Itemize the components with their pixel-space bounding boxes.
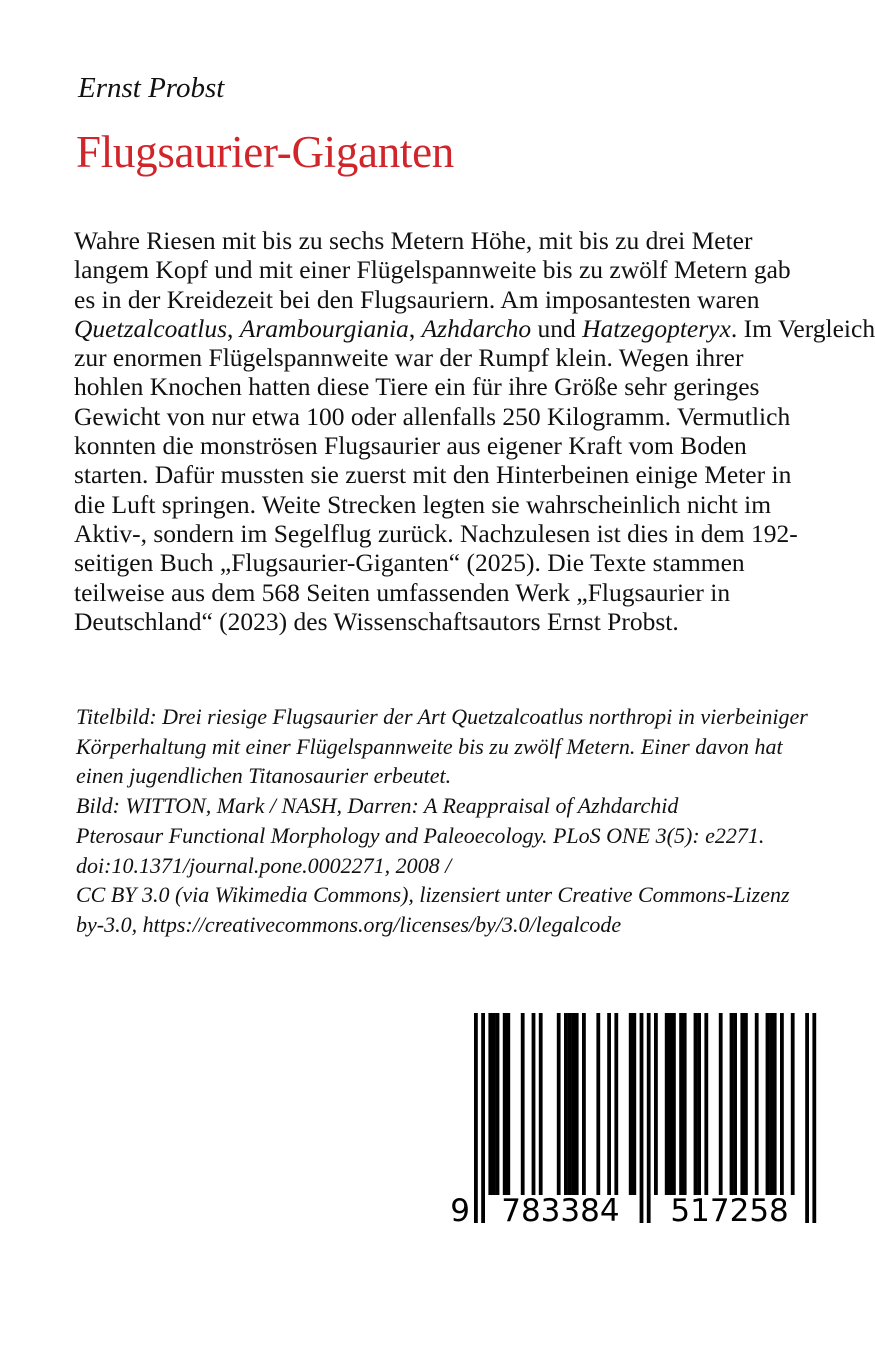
author-name: Ernst Probst	[78, 72, 225, 104]
blurb-line	[74, 255, 875, 284]
text-segment: seitigen Buch „Flugsaurier-Giganten“ (2025). Die Texte stammen	[74, 548, 745, 578]
barcode-bar	[532, 1013, 536, 1195]
blurb-line	[74, 460, 875, 489]
barcode-digits: 9	[450, 1193, 470, 1229]
barcode-bar	[496, 1013, 500, 1195]
text-segment: Deutschland“ (2023) des Wissenschaftsautors Ernst Probst.	[74, 606, 679, 636]
barcode-bar	[683, 1013, 687, 1195]
barcode-bar	[780, 1013, 784, 1195]
text-segment: teilweise aus dem 568 Seiten umfassenden Werk „Flugsaurier in	[74, 577, 731, 607]
barcode-bar	[506, 1013, 510, 1195]
blurb-line	[74, 402, 875, 431]
barcode-bar	[654, 1013, 658, 1195]
blurb-line	[74, 314, 875, 343]
barcode-bar	[665, 1013, 669, 1195]
barcode-bar	[769, 1013, 773, 1195]
barcode-bar	[812, 1013, 816, 1223]
barcode-bar	[668, 1013, 672, 1195]
blurb-line	[74, 607, 875, 636]
barcode-bar	[474, 1013, 478, 1223]
text-segment: hohlen Knochen hatten diese Tiere ein für ihre Größe sehr geringes	[74, 372, 760, 402]
barcode-bar	[791, 1013, 795, 1195]
blurb-line	[74, 490, 875, 519]
blurb-line	[74, 372, 875, 401]
caption-line: Bild: WITTON, Mark / NASH, Darren: A Reappraisal of Azhdarchid	[76, 793, 679, 819]
barcode-bar	[582, 1013, 586, 1195]
barcode-bar	[755, 1013, 759, 1195]
species-name: Arambourgiania	[239, 313, 409, 343]
text-segment: ,	[227, 313, 240, 343]
blurb-line	[74, 343, 875, 372]
text-segment: Gewicht von nur etwa 100 oder allenfalls 250 Kilogramm. Vermutlich	[74, 401, 791, 431]
barcode-bar	[521, 1013, 525, 1195]
species-name: Azhdarcho	[421, 313, 532, 343]
text-segment: Aktiv-, sondern im Segelflug zurück. Nachzulesen ist dies in dem 192-	[74, 518, 798, 548]
barcode-bar	[492, 1013, 496, 1195]
barcode-bar	[672, 1013, 676, 1195]
barcode-bar	[704, 1013, 708, 1195]
blurb-line	[74, 548, 875, 577]
caption-line: Pterosaur Functional Morphology and Paleoecology. PLoS ONE 3(5): e2271.	[76, 822, 765, 848]
blurb-line	[74, 285, 875, 314]
barcode-bar	[575, 1013, 579, 1195]
caption-line: by-3.0, https://creativecommons.org/licenses/by/3.0/legalcode	[76, 911, 622, 937]
barcode-bar	[805, 1013, 809, 1223]
text-segment: die Luft springen. Weite Strecken legten sie wahrscheinlich nicht im	[74, 489, 772, 519]
barcode-bar	[647, 1013, 651, 1223]
caption-line: Körperhaltung mit einer Flügelspannweite bis zu zwölf Metern. Einer davon hat	[76, 733, 783, 759]
barcode-bar	[744, 1013, 748, 1195]
isbn-barcode	[440, 1005, 840, 1229]
barcode-bar	[740, 1013, 744, 1195]
barcode-bar	[697, 1013, 701, 1195]
barcode-bar	[488, 1013, 492, 1195]
barcode-bar	[539, 1013, 543, 1195]
barcode-bar	[614, 1013, 618, 1195]
barcode-bar	[694, 1013, 698, 1195]
barcode-digits: 783384	[501, 1193, 620, 1229]
barcode-bar	[607, 1013, 611, 1195]
species-name: Quetzalcoatlus	[74, 313, 227, 343]
book-title: Flugsaurier-Giganten	[76, 127, 454, 177]
barcode-bar	[503, 1013, 507, 1195]
barcode-bar	[557, 1013, 561, 1195]
caption-line: CC BY 3.0 (via Wikimedia Commons), lizensiert unter Creative Commons-Lizenz	[76, 882, 790, 908]
barcode-bar	[679, 1013, 683, 1195]
barcode-bar	[719, 1013, 723, 1195]
text-segment: . Im Vergleich	[730, 313, 875, 343]
barcode-bar	[766, 1013, 770, 1195]
barcode-bar	[773, 1013, 777, 1195]
barcode-bar	[733, 1013, 737, 1195]
barcode-digits: 517258	[670, 1193, 789, 1229]
barcode-bar	[596, 1013, 600, 1195]
text-segment: und	[531, 313, 583, 343]
caption-line: Titelbild: Drei riesige Flugsaurier der Art Quetzalcoatlus northropi in vierbeiniger	[76, 704, 808, 729]
cover-image-credit	[76, 702, 808, 940]
blurb-line	[74, 226, 875, 255]
barcode-bar	[571, 1013, 575, 1195]
text-segment: Wahre Riesen mit bis zu sechs Metern Höhe, mit bis zu drei Meter	[74, 226, 753, 255]
text-segment: zur enormen Flügelspannweite war der Rumpf klein. Wegen ihrer	[74, 343, 744, 373]
barcode-bar	[564, 1013, 568, 1195]
barcode-bar	[481, 1013, 485, 1223]
text-segment: ,	[408, 313, 422, 343]
caption-line: einen jugendlichen Titanosaurier erbeutet.	[76, 763, 452, 789]
text-segment: langem Kopf und mit einer Flügelspannweite bis zu zwölf Metern gab	[74, 255, 791, 285]
blurb-line	[74, 578, 875, 607]
blurb-line	[74, 431, 875, 460]
barcode-bar	[629, 1013, 633, 1195]
species-name: Hatzegopteryx	[582, 313, 731, 343]
barcode-bar	[632, 1013, 636, 1195]
text-segment: es in der Kreidezeit bei den Flugsauriern. Am imposantesten waren	[74, 284, 760, 314]
caption-line: doi:10.1371/journal.pone.0002271, 2008 /	[76, 852, 452, 878]
text-segment: starten. Dafür mussten sie zuerst mit den Hinterbeinen einige Meter in	[74, 460, 792, 490]
barcode-bar	[568, 1013, 572, 1195]
blurb-text	[74, 226, 875, 636]
blurb-line	[74, 519, 875, 548]
text-segment: konnten die monströsen Flugsaurier aus eigener Kraft vom Boden	[74, 431, 747, 461]
barcode-bar	[640, 1013, 644, 1223]
barcode-bar	[730, 1013, 734, 1195]
